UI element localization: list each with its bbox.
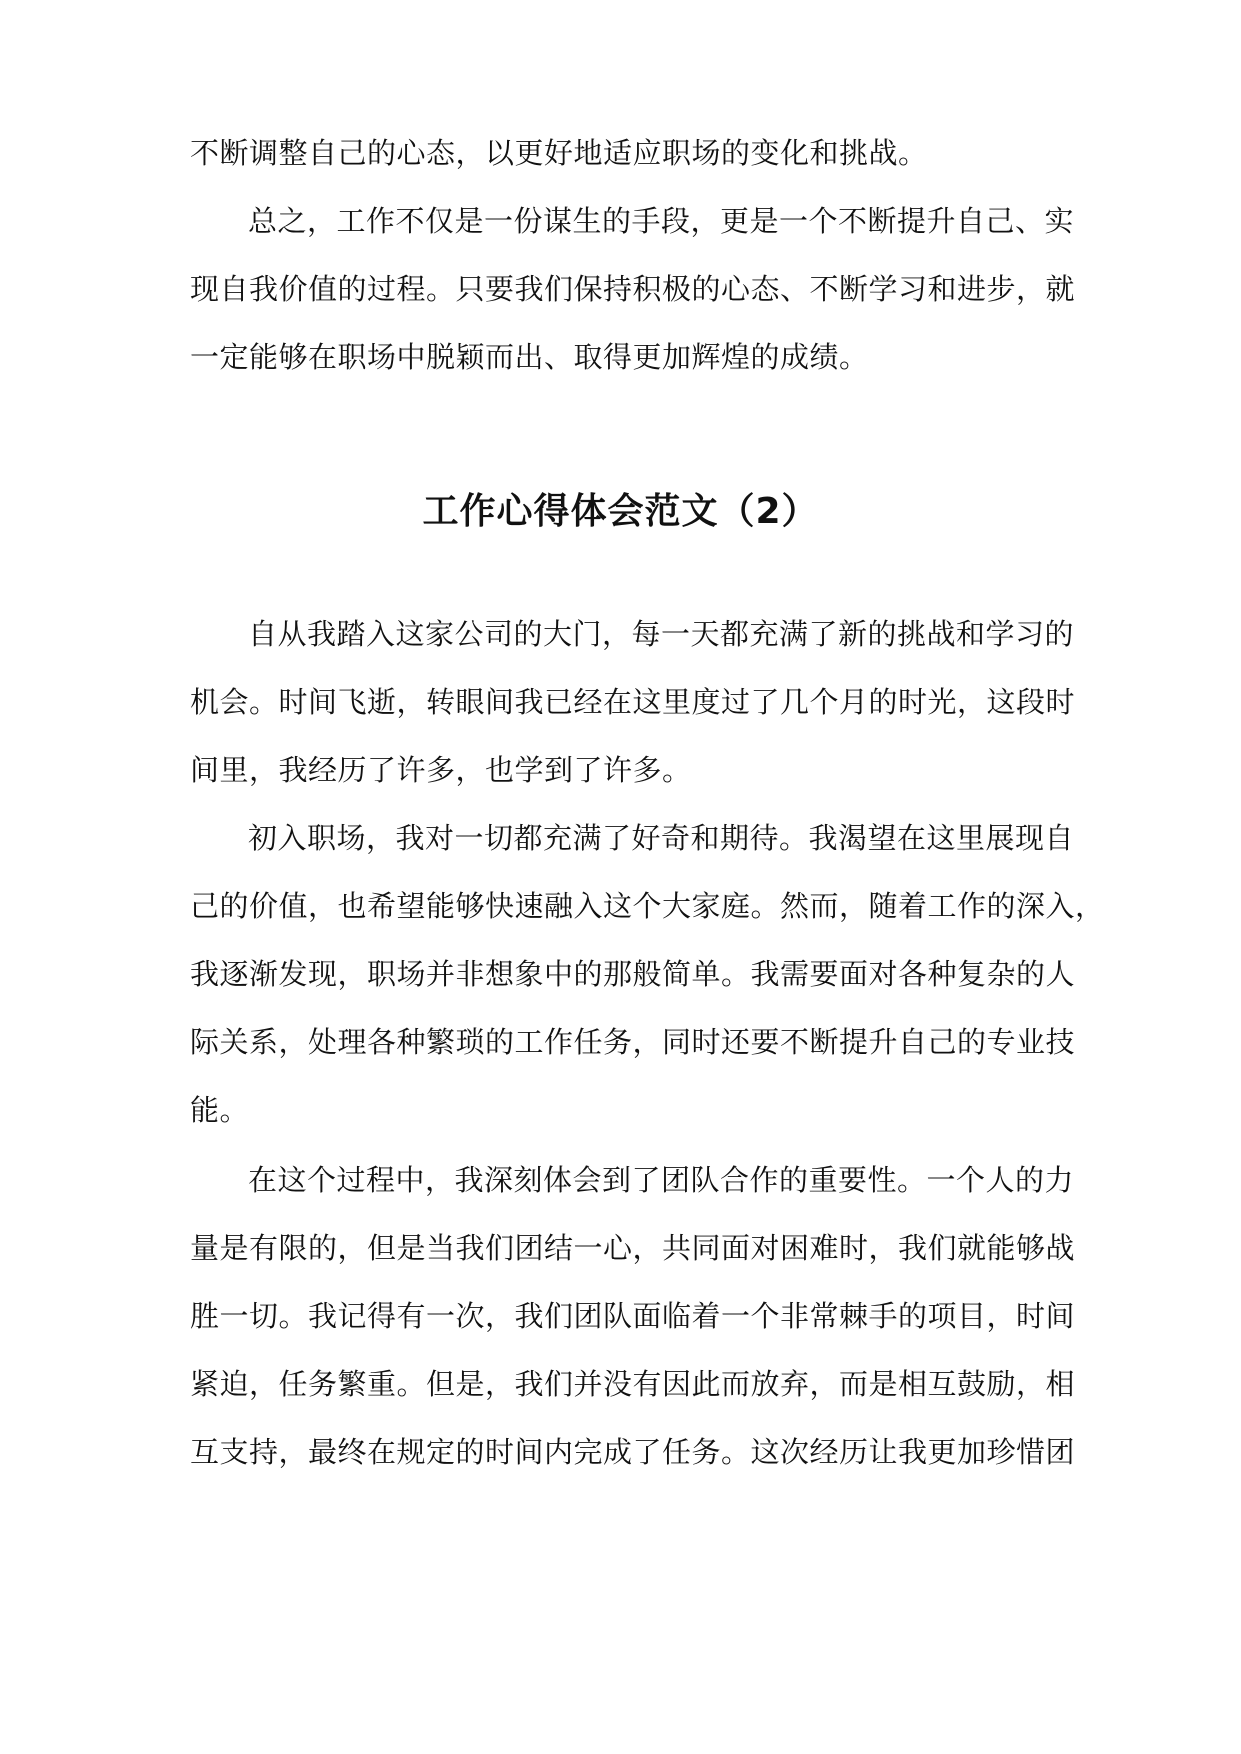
paragraph-line: 现自我价值的过程。只要我们保持积极的心态、不断学习和进步，就 — [190, 272, 1076, 306]
paragraph-line: 自从我踏入这家公司的大门，每一天都充满了新的挑战和学习的 — [248, 617, 1075, 651]
paragraph-line: 己的价值，也希望能够快速融入这个大家庭。然而，随着工作的深入， — [190, 889, 1105, 923]
section-title: 工作心得体会范文（2） — [422, 491, 819, 532]
paragraph-line: 总之，工作不仅是一份谋生的手段，更是一个不断提升自己、实 — [248, 204, 1075, 238]
paragraph-line: 互支持，最终在规定的时间内完成了任务。这次经历让我更加珍惜团 — [190, 1435, 1076, 1469]
paragraph-line: 初入职场，我对一切都充满了好奇和期待。我渴望在这里展现自 — [248, 821, 1075, 855]
paragraph-line: 在这个过程中，我深刻体会到了团队合作的重要性。一个人的力 — [248, 1163, 1075, 1197]
paragraph-line: 机会。时间飞逝，转眼间我已经在这里度过了几个月的时光，这段时 — [190, 685, 1076, 719]
paragraph-line: 紧迫，任务繁重。但是，我们并没有因此而放弃，而是相互鼓励，相 — [190, 1367, 1076, 1401]
paragraph-line: 胜一切。我记得有一次，我们团队面临着一个非常棘手的项目，时间 — [190, 1299, 1076, 1333]
paragraph-line: 我逐渐发现，职场并非想象中的那般简单。我需要面对各种复杂的人 — [190, 957, 1076, 991]
paragraph-line: 不断调整自己的心态，以更好地适应职场的变化和挑战。 — [190, 136, 928, 170]
paragraph-line: 量是有限的，但是当我们团结一心，共同面对困难时，我们就能够战 — [190, 1231, 1076, 1265]
paragraph-line: 能。 — [190, 1093, 250, 1127]
paragraph-line: 一定能够在职场中脱颖而出、取得更加辉煌的成绩。 — [190, 340, 869, 374]
paragraph-line: 际关系，处理各种繁琐的工作任务，同时还要不断提升自己的专业技 — [190, 1025, 1076, 1059]
paragraph-line: 间里，我经历了许多，也学到了许多。 — [190, 753, 692, 787]
